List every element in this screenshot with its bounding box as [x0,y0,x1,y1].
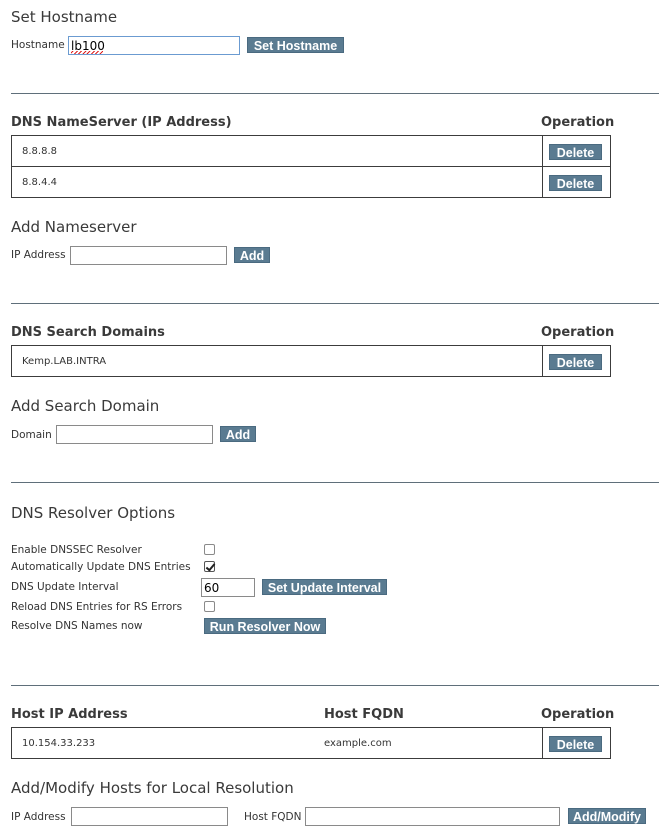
column-divider [542,346,543,376]
set-hostname-button[interactable]: Set Hostname [247,37,344,53]
host-ip-column-header: Host IP Address [11,707,128,722]
operation-column-header: Operation [541,115,615,130]
domain-label: Domain [11,429,52,441]
search-domains-column-header: DNS Search Domains [11,325,165,340]
domain-input[interactable] [56,425,213,444]
reload-rs-checkbox[interactable] [204,601,215,612]
resolver-options-title: DNS Resolver Options [11,504,176,522]
nameserver-ip-label: IP Address [11,249,66,261]
delete-nameserver-button[interactable]: Delete [549,175,602,191]
update-interval-input[interactable] [201,578,255,597]
nameserver-ip-cell: 8.8.4.4 [22,177,57,188]
set-update-interval-button[interactable]: Set Update Interval [262,579,387,595]
host-ip-label: IP Address [11,811,66,823]
add-host-title: Add/Modify Hosts for Local Resolution [11,779,294,797]
update-interval-label: DNS Update Interval [11,581,119,593]
enable-dnssec-checkbox[interactable] [204,544,215,555]
host-ip-cell: 10.154.33.233 [22,738,96,749]
nameserver-table [11,135,611,198]
run-resolver-button[interactable]: Run Resolver Now [204,618,326,634]
operation-column-header: Operation [541,325,615,340]
host-fqdn-input[interactable] [305,807,560,826]
host-fqdn-cell: example.com [324,738,392,749]
delete-search-domain-button[interactable]: Delete [549,354,602,370]
operation-column-header: Operation [541,707,615,722]
auto-update-label: Automatically Update DNS Entries [11,561,191,573]
enable-dnssec-label: Enable DNSSEC Resolver [11,544,142,556]
hosts-table [11,727,611,759]
nameserver-column-header: DNS NameServer (IP Address) [11,115,232,130]
add-search-domain-button[interactable]: Add [220,426,256,442]
search-domain-cell: Kemp.LAB.INTRA [22,356,107,367]
add-nameserver-title: Add Nameserver [11,218,137,236]
nameserver-ip-cell: 8.8.8.8 [22,146,57,157]
add-modify-host-button[interactable]: Add/Modify [568,808,646,824]
host-ip-input[interactable] [71,807,228,826]
set-hostname-title: Set Hostname [11,8,118,26]
delete-nameserver-button[interactable]: Delete [549,144,602,160]
divider [11,93,659,94]
divider [11,482,659,483]
checkmark-icon [206,561,216,571]
spellcheck-underline [71,51,103,54]
divider [11,303,659,304]
add-nameserver-button[interactable]: Add [234,247,270,263]
row-divider [12,166,610,167]
reload-rs-label: Reload DNS Entries for RS Errors [11,601,183,613]
hostname-label: Hostname [11,39,65,51]
host-fqdn-label: Host FQDN [244,811,302,823]
resolve-now-label: Resolve DNS Names now [11,620,143,632]
nameserver-ip-input[interactable] [70,246,227,265]
divider [11,685,659,686]
column-divider [542,728,543,758]
auto-update-checkbox[interactable] [204,561,215,572]
delete-host-button[interactable]: Delete [549,736,602,752]
add-search-domain-title: Add Search Domain [11,397,160,415]
host-fqdn-column-header: Host FQDN [324,707,404,722]
